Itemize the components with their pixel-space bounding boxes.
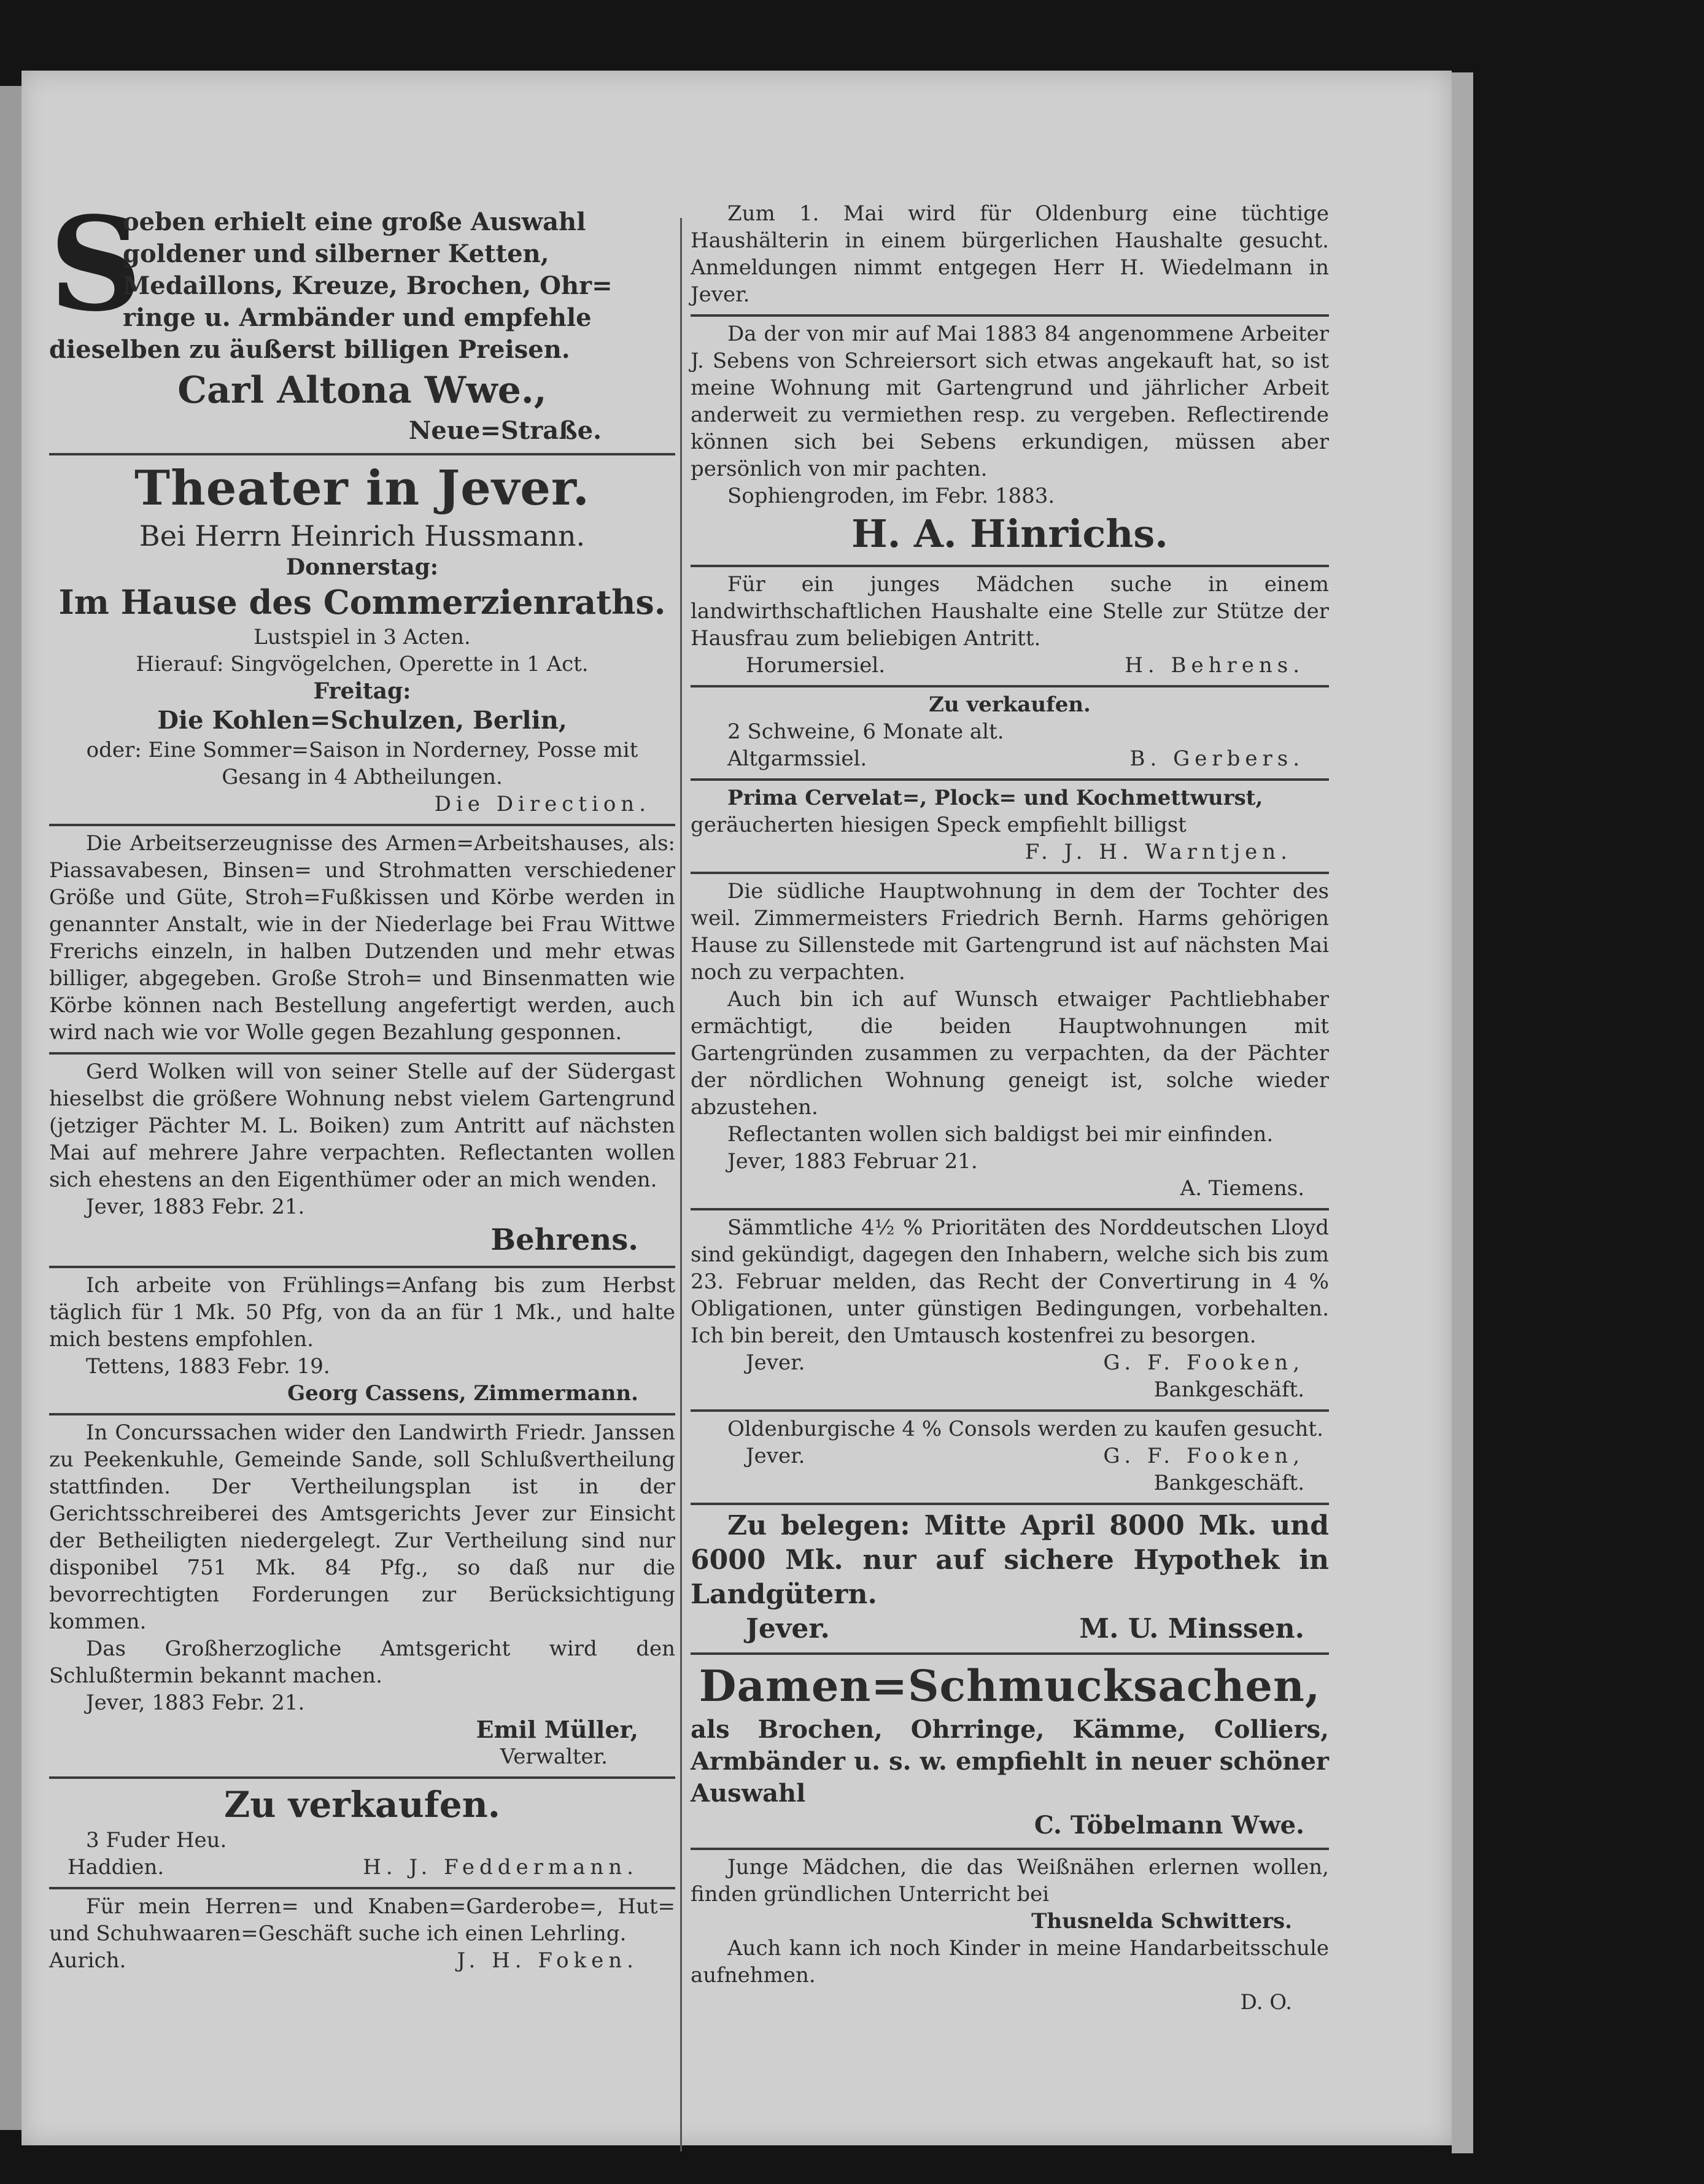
newspaper-page <box>21 71 1452 2145</box>
ad-text: In Concurssachen wider den Landwirth Friedr. Janssen zu Peekenkuhle, Gemeinde Sande, soll Schlußvertheilung stattfinden. Der Vertheilungsplan ist in der Gerichtsschreiberei des Amtsgerichts Jever zur Einsicht der Betheiligten niedergelegt. Zur Vertheilung sind nur disponibel 751 Mk. 84 Pfg., so daß nur die bevorrechtigten Forderungen zur Berücksichtigung kommen. <box>49 1420 675 1634</box>
ad-date: Jever, 1883 Febr. 21. <box>86 1195 305 1219</box>
ad-theater <box>49 455 675 824</box>
ad-hay-sale <box>49 1779 675 1887</box>
ad-signature: F. J. H. Warntjen. <box>1024 840 1292 864</box>
left-column <box>49 188 675 1980</box>
ad-jewelry-toebelmann <box>691 1655 1329 1848</box>
ad-place: Jever. <box>746 1350 805 1375</box>
ad-text: Da der von mir auf Mai 1883 84 angenommene Arbeiter J. Sebens von Schreiersort sich etwas angekauft hat, so ist meine Wohnung mit Gartengrund und jährlicher Arbeit anderweit zu vermiethen resp. zu vergeben. Reflectirende können sich bei Sebens erkundigen, müssen aber persönlich von mir pachten. <box>691 322 1329 481</box>
ad-text: Für mein Herren= und Knaben=Garderobe=, Hut= und Schuhwaaren=Geschäft suche ich einen Lehrling. <box>49 1894 675 1946</box>
ad-signature: J. H. Foken. <box>457 1948 638 1973</box>
ad-signature: B. Gerbers. <box>1129 746 1304 771</box>
theater-host: Bei Herrn Heinrich Hussmann. <box>139 519 586 552</box>
adjacent-page-edge <box>0 86 21 2130</box>
ad-text: als Brochen, Ohrringe, Kämme, Colliers, Armbänder u. s. w. empfiehlt in neuer schöner Auswahl <box>691 1715 1329 1808</box>
ad-role: Bankgeschäft. <box>1153 1377 1304 1402</box>
ad-signature: Emil Müller, <box>476 1716 638 1743</box>
column-divider <box>680 218 682 2151</box>
ad-title: Damen=Schmucksachen, <box>699 1660 1321 1711</box>
ad-cassens <box>49 1268 675 1413</box>
ad-foken <box>49 1889 675 1980</box>
ad-signature: Die Direction. <box>434 792 651 816</box>
ad-jewelry-altona <box>49 188 675 453</box>
drop-cap: S <box>49 188 142 340</box>
right-column <box>691 196 1329 2022</box>
advertiser-name: Carl Altona Wwe., <box>177 369 547 412</box>
ad-date: Jever, 1883 Febr. 21. <box>86 1690 305 1715</box>
ad-signature: Behrens. <box>490 1223 638 1257</box>
ad-housekeeper <box>691 196 1329 314</box>
ad-text: Das Großherzogliche Amtsgericht wird den Schlußtermin bekannt machen. <box>49 1636 675 1688</box>
ad-text: Prima Cervelat=, Plock= und Kochmettwurst, <box>727 786 1263 810</box>
ad-maid-position <box>691 567 1329 685</box>
ad-place: Haddien. <box>68 1855 165 1880</box>
ad-text: Gerd Wolken will von seiner Stelle auf der Südergast hieselbst die größere Wohnung nebst vielem Gartengrund (jetziger Pächter M. L. Boiken) zum Antritt auf nächsten Mai auf mehrere Jahre verpachten. Reflectanten wollen sich ehestens an den Eigenthümer oder an mich wenden. <box>49 1059 675 1192</box>
ad-line: ringe u. Armbänder und empfehle <box>123 303 592 332</box>
ad-line: goldener und silberner Ketten, <box>123 239 549 268</box>
ad-title: Zu verkaufen. <box>223 1784 500 1826</box>
ad-place: Jever. <box>746 1613 830 1644</box>
theater-day: Freitag: <box>313 678 411 704</box>
ad-item: 2 Schweine, 6 Monate alt. <box>727 719 1004 744</box>
ad-place: Jever. <box>746 1444 805 1468</box>
ad-signature: G. F. Fooken, <box>1103 1444 1304 1468</box>
ad-line: dieselben zu äußerst billigen Preisen. <box>49 335 570 364</box>
ad-text: Junge Mädchen, die das Weißnähen erlernen wollen, finden gründlichen Unterricht bei <box>691 1855 1329 1907</box>
page-binding-edge <box>1452 72 1473 2153</box>
ad-mortgage <box>691 1505 1329 1652</box>
play-description: oder: Eine Sommer=Saison in Norderney, Posse mit Gesang in 4 Abtheilungen. <box>86 738 638 789</box>
ad-text: Für ein junges Mädchen suche in einem landwirthschaftlichen Haushalte eine Stelle zur Stütze der Hausfrau zum beliebigen Antritt. <box>691 572 1329 651</box>
play-description: Lustspiel in 3 Acten. <box>254 625 471 649</box>
ad-place: Altgarmssiel. <box>727 746 867 771</box>
advertiser-street: Neue=Straße. <box>408 416 602 445</box>
ad-place: Aurich. <box>49 1948 126 1973</box>
ad-tiemens <box>691 874 1329 1208</box>
ad-role: Verwalter. <box>500 1744 608 1769</box>
ad-signature: D. O. <box>1240 1990 1292 2015</box>
ad-text: Auch bin ich auf Wunsch etwaiger Pachtliebhaber ermächtigt, die beiden Hauptwohnungen mit Gartengründen zusammen zu verpachten, da der Pächter der nördlichen Wohnung geneigt ist, solche wieder abzustehen. <box>691 987 1329 1120</box>
ad-signature: H. A. Hinrichs. <box>851 511 1168 556</box>
ad-text: geräucherten hiesigen Speck empfiehlt billigst <box>691 813 1187 837</box>
ad-place: Horumersiel. <box>746 653 886 678</box>
ad-hinrichs <box>691 317 1329 565</box>
ad-wolken <box>49 1055 675 1266</box>
ad-signature: Thusnelda Schwitters. <box>1031 1909 1292 1934</box>
ad-text: Zu belegen: Mitte April 8000 Mk. und 6000 Mk. nur auf sichere Hypothek in Landgütern. <box>691 1510 1329 1610</box>
ad-workhouse <box>49 826 675 1052</box>
ad-text: Die südliche Hauptwohnung in dem der Tochter des weil. Zimmermeisters Friedrich Bernh. Harms gehörigen Hause zu Sillenstede mit Gartengrund ist auf nächsten Mai noch zu verpachten. <box>691 879 1329 985</box>
ad-concurs <box>49 1415 675 1776</box>
ad-text: Ich arbeite von Frühlings=Anfang bis zum Herbst täglich für 1 Mk. 50 Pfg, von da an für 1 Mk., und halte mich bestens empfohlen. <box>49 1273 675 1352</box>
ad-pigs-sale <box>691 687 1329 778</box>
ad-consols <box>691 1412 1329 1503</box>
ad-signature: C. Töbelmann Wwe. <box>1034 1811 1304 1840</box>
ad-sewing <box>691 1850 1329 2022</box>
ad-line: oeben erhielt eine große Auswahl <box>123 207 586 236</box>
ad-lloyd <box>691 1210 1329 1409</box>
ad-text: Auch kann ich noch Kinder in meine Handarbeitsschule aufnehmen. <box>691 1936 1329 1988</box>
ad-date: Jever, 1883 Februar 21. <box>727 1149 978 1174</box>
ad-date: Tettens, 1883 Febr. 19. <box>86 1354 330 1379</box>
theater-title: Theater in Jever. <box>134 460 590 516</box>
play-then: Hierauf: Singvögelchen, Operette in 1 Act. <box>136 652 589 676</box>
ad-signature: M. U. Minssen. <box>1079 1613 1304 1644</box>
ad-date: Sophiengroden, im Febr. 1883. <box>727 484 1055 508</box>
ad-title: Zu verkaufen. <box>929 692 1091 717</box>
ad-signature: A. Tiemens. <box>1180 1176 1304 1201</box>
theater-day: Donnerstag: <box>285 554 439 580</box>
ad-text: Reflectanten wollen sich baldigst bei mir einfinden. <box>727 1122 1274 1147</box>
play-title: Die Kohlen=Schulzen, Berlin, <box>157 706 567 735</box>
ad-item: 3 Fuder Heu. <box>86 1828 227 1853</box>
ad-text: Oldenburgische 4 % Consols werden zu kaufen gesucht. <box>727 1417 1323 1441</box>
ad-signature: Georg Cassens, Zimmermann. <box>287 1381 638 1406</box>
ad-text: Zum 1. Mai wird für Oldenburg eine tüchtige Haushälterin in einem bürgerlichen Haushalte gesucht. Anmeldungen nimmt entgegen Herr H. Wiedelmann in Jever. <box>691 201 1329 307</box>
ad-text: Sämmtliche 4½ % Prioritäten des Norddeutschen Lloyd sind gekündigt, dagegen den Inhabern, welche sich bis zum 23. Februar melden, das Recht der Convertirung in 4 % Obligationen, unter günstigen Bedingungen, vorbehalten. Ich bin bereit, den Umtausch kostenfrei zu besorgen. <box>691 1215 1329 1348</box>
ad-text: Die Arbeitserzeugnisse des Armen=Arbeitshauses, als: Piassavabesen, Binsen= und Strohmatten verschiedener Größe und Güte, Stroh=Fußkissen und Körbe werden in genannter Anstalt, wie in der Niederlage bei Frau Wittwe Frerichs einzeln, in halben Dutzenden und mehr etwas billiger, abgegeben. Große Stroh= und Binsenmatten wie Körbe können nach Bestellung angefertigt werden, auch wird nach wie vor Wolle gegen Bezahlung gesponnen. <box>49 831 675 1045</box>
ad-signature: H. Behrens. <box>1125 653 1304 678</box>
ad-sausage <box>691 781 1329 872</box>
ad-signature: G. F. Fooken, <box>1103 1350 1304 1375</box>
ad-line: Medaillons, Kreuze, Brochen, Ohr= <box>123 271 613 300</box>
play-title: Im Hause des Commerzienraths. <box>58 583 666 622</box>
ad-role: Bankgeschäft. <box>1153 1471 1304 1495</box>
ad-signature: H. J. Feddermann. <box>363 1855 638 1880</box>
